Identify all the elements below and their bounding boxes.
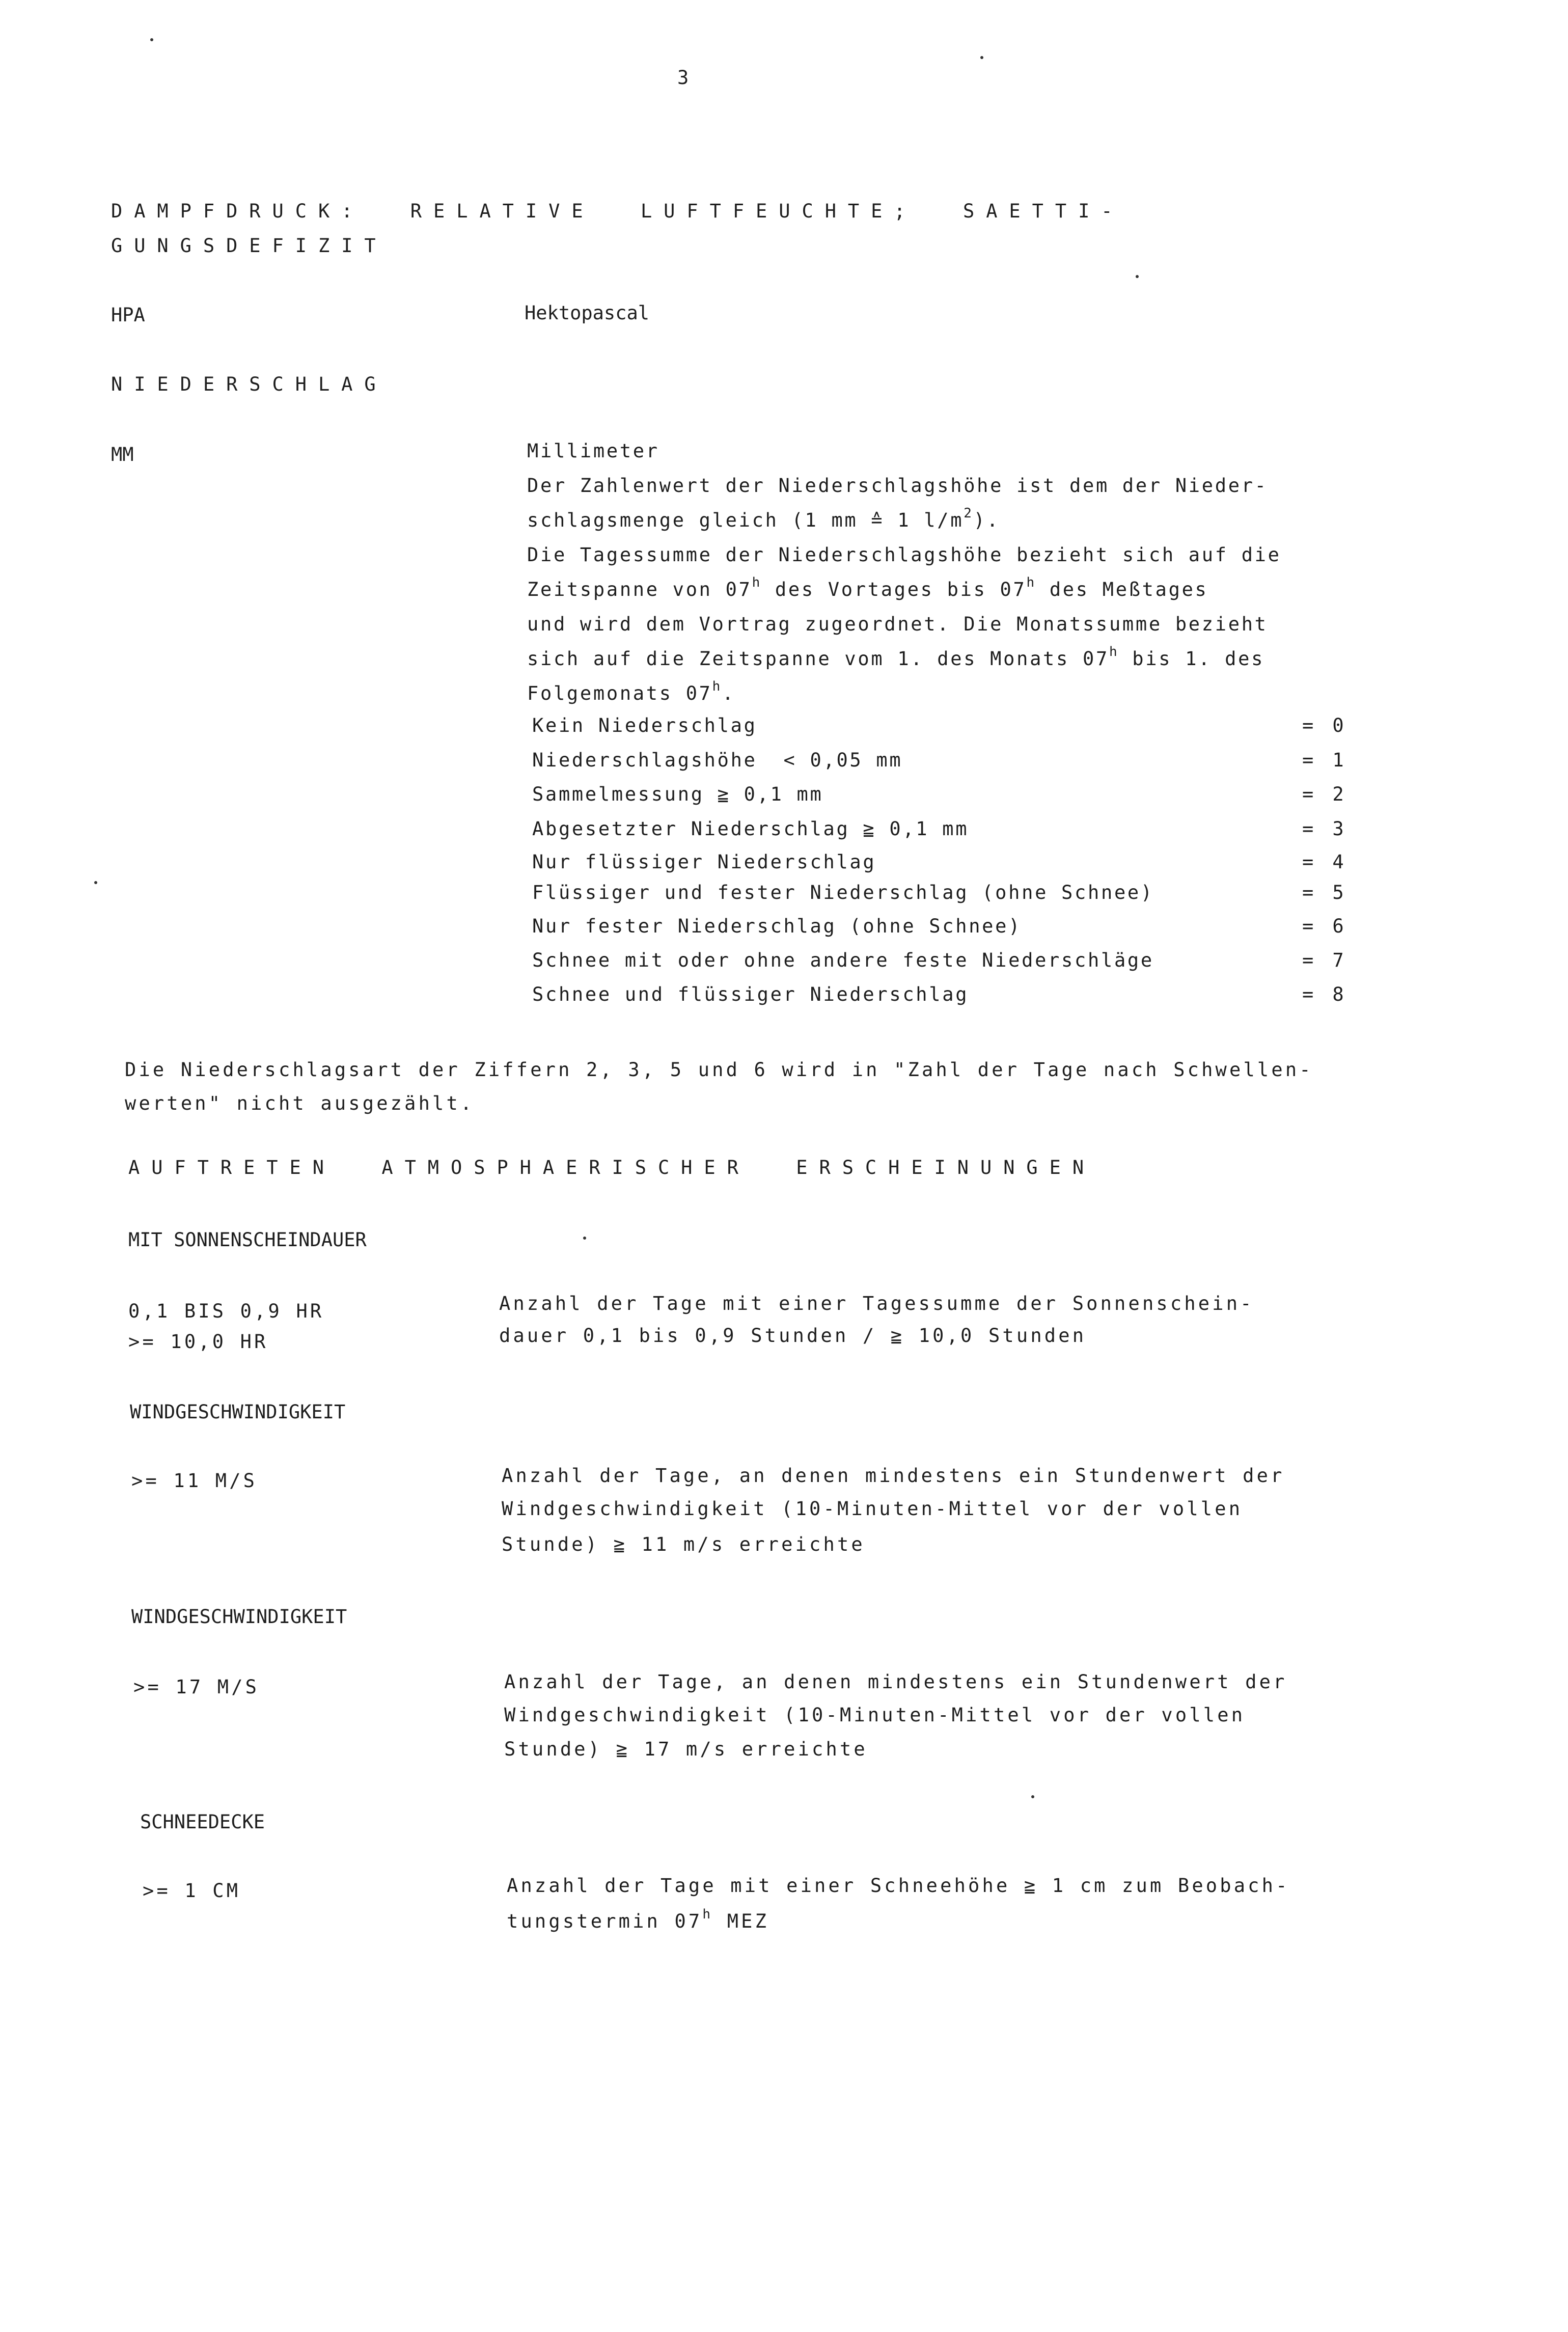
- threshold-description: Stunde) ≧ 17 m/s erreichte: [504, 1738, 868, 1760]
- threshold-description: Anzahl der Tage, an denen mindestens ein Stundenwert der: [502, 1465, 1285, 1487]
- unit-name-millimeter: Millimeter: [527, 440, 659, 462]
- code-label: Nur fester Niederschlag (ohne Schnee): [532, 915, 1022, 937]
- code-label: Niederschlagshöhe < 0,05 mm: [532, 749, 903, 771]
- page-number: 3: [677, 67, 689, 89]
- block-title-windgeschwindigkeit: WINDGESCHWINDIGKEIT: [131, 1606, 347, 1628]
- unit-code-mm: MM: [111, 444, 134, 465]
- code-row: [532, 783, 1347, 813]
- code-row: [532, 983, 1347, 1013]
- block-title-schneedecke: SCHNEEDECKE: [140, 1811, 265, 1833]
- code-row: [532, 714, 1347, 745]
- threshold-description: Anzahl der Tage mit einer Schneehöhe ≧ 1 cm zum Beobach-: [507, 1875, 1290, 1897]
- code-value: = 6: [1302, 915, 1348, 937]
- section-heading-niederschlag: NIEDERSCHLAG: [111, 373, 388, 395]
- threshold-description-tail: tungstermin 07$^h$ MEZ: [507, 1907, 769, 1932]
- threshold-description: Anzahl der Tage mit einer Tagessumme der Sonnenschein-: [499, 1293, 1254, 1314]
- threshold-key: >= 11 M/S: [131, 1470, 258, 1492]
- threshold-description: Windgeschwindigkeit (10-Minuten-Mittel vor der vollen: [502, 1498, 1243, 1520]
- code-value: = 7: [1302, 949, 1348, 971]
- scan-speck: [94, 881, 97, 884]
- code-row: [532, 915, 1347, 945]
- unit-code-hpa: HPA: [111, 304, 145, 326]
- section-heading-erscheinungen: AUFTRETEN ATMOSPHAERISCHER ERSCHEINUNGEN: [128, 1157, 1096, 1178]
- code-value: = 1: [1302, 749, 1348, 771]
- threshold-key: >= 1 CM: [143, 1880, 241, 1902]
- desc-line-7: Folgemonats 07$^h$.: [527, 679, 736, 704]
- code-value: = 2: [1302, 783, 1348, 805]
- scan-speck: [980, 56, 983, 59]
- code-label: Schnee mit oder ohne andere feste Niederschläge: [532, 949, 1154, 971]
- scan-speck: [1031, 1795, 1034, 1798]
- precipitation-note-line-1: Die Niederschlagsart der Ziffern 2, 3, 5 und 6 wird in "Zahl der Tage nach Schwellen-: [125, 1059, 1313, 1081]
- code-value: = 5: [1302, 882, 1348, 903]
- code-label: Flüssiger und fester Niederschlag (ohne Schnee): [532, 882, 1154, 903]
- code-value: = 0: [1302, 715, 1348, 736]
- code-label: Schnee und flüssiger Niederschlag: [532, 983, 969, 1005]
- scan-speck: [1136, 275, 1139, 278]
- code-row: [532, 749, 1347, 779]
- desc-line-2: schlagsmenge gleich (1 mm ≙ 1 $l/m^2$).: [527, 506, 1000, 531]
- code-label: Nur flüssiger Niederschlag: [532, 851, 876, 873]
- unit-name-hektopascal: Hektopascal: [525, 302, 650, 324]
- block-title-windgeschwindigkeit: WINDGESCHWINDIGKEIT: [130, 1401, 346, 1423]
- desc-line-3: Die Tagessumme der Niederschlagshöhe bezieht sich auf die: [527, 544, 1281, 566]
- desc-line-5: und wird dem Vortrag zugeordnet. Die Monatssumme bezieht: [527, 613, 1268, 635]
- section-heading-dampfdruck: DAMPFDRUCK: RELATIVE LUFTFEUCHTE; SAETTI-: [111, 200, 1124, 222]
- threshold-description: Stunde) ≧ 11 m/s erreichte: [502, 1533, 865, 1555]
- threshold-key: >= 17 M/S: [133, 1676, 260, 1698]
- code-value: = 4: [1302, 851, 1348, 873]
- code-label: Abgesetzter Niederschlag ≧ 0,1 mm: [532, 818, 969, 840]
- code-row: [532, 881, 1347, 912]
- desc-line-1: Der Zahlenwert der Niederschlagshöhe ist dem der Nieder-: [527, 475, 1268, 497]
- code-label: Kein Niederschlag: [532, 715, 757, 736]
- threshold-description: dauer 0,1 bis 0,9 Stunden / ≧ 10,0 Stunden: [499, 1325, 1087, 1347]
- scan-speck: [150, 38, 153, 41]
- desc-line-6: sich auf die Zeitspanne vom 1. des Monats 07$^h$ bis 1. des: [527, 644, 1265, 670]
- code-row: [532, 949, 1347, 979]
- code-label: Sammelmessung ≧ 0,1 mm: [532, 783, 823, 805]
- threshold-key: 0,1 BIS 0,9 HR: [128, 1300, 324, 1322]
- threshold-key: >= 10,0 HR: [128, 1331, 268, 1353]
- threshold-description: Windgeschwindigkeit (10-Minuten-Mittel vor der vollen: [504, 1704, 1246, 1726]
- desc-line-4: Zeitspanne von 07$^h$ des Vortages bis 07$^h$ des Meßtages: [527, 575, 1208, 600]
- code-value: = 8: [1302, 983, 1348, 1005]
- code-row: [532, 817, 1347, 848]
- threshold-description: Anzahl der Tage, an denen mindestens ein Stundenwert der: [504, 1671, 1287, 1693]
- code-row: [532, 851, 1347, 881]
- niederschlag-description: [527, 434, 1367, 711]
- block-title-sonnenscheindauer: MIT SONNENSCHEINDAUER: [128, 1229, 367, 1251]
- section-heading-dampfdruck-cont: GUNGSDEFIZIT: [111, 235, 388, 257]
- scan-speck: [583, 1237, 586, 1240]
- precipitation-note-line-2: werten" nicht ausgezählt.: [125, 1092, 475, 1114]
- code-value: = 3: [1302, 818, 1348, 840]
